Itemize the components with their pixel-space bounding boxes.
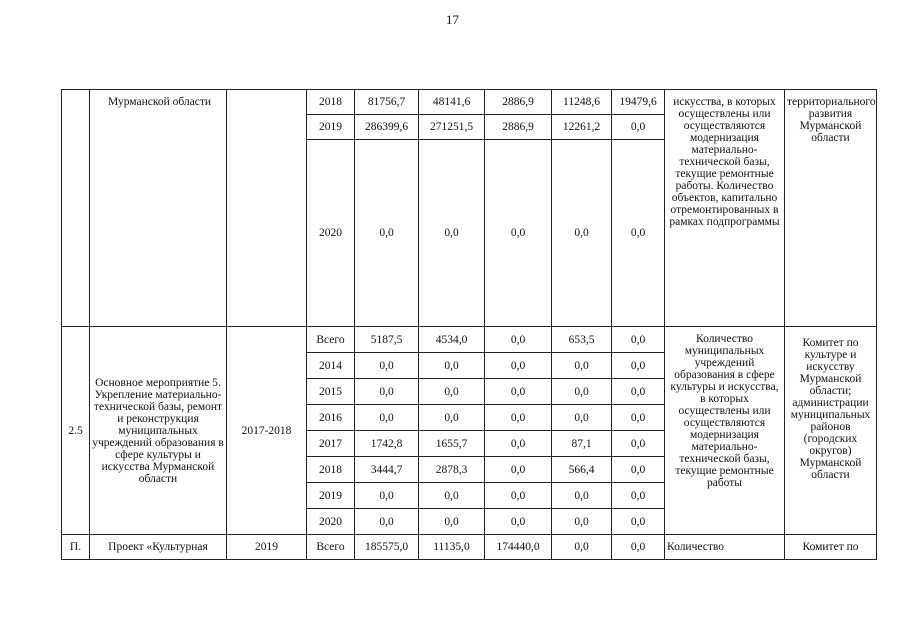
- value-cell: 0,0: [485, 353, 552, 379]
- value-cell: 3444,7: [355, 457, 419, 483]
- year-cell: 2020: [307, 509, 355, 535]
- value-cell: 2886,9: [485, 90, 552, 115]
- activity-name: Основное мероприятие 5. Укрепление материально-технической базы, ремонт и реконструкция муниципальных учреждений образования в сфере культуры и искусства Мурманской области: [90, 327, 227, 535]
- value-cell: 12261,2: [552, 115, 612, 140]
- value-cell: 11135,0: [419, 535, 485, 560]
- activity-name: Мурманской области: [90, 90, 227, 327]
- value-cell: 4534,0: [419, 327, 485, 353]
- value-cell: 2878,3: [419, 457, 485, 483]
- value-cell: 0,0: [419, 379, 485, 405]
- value-cell: 0,0: [612, 535, 665, 560]
- value-cell: 185575,0: [355, 535, 419, 560]
- value-cell: 0,0: [552, 353, 612, 379]
- value-cell: 0,0: [612, 140, 665, 327]
- value-cell: 11248,6: [552, 90, 612, 115]
- value-cell: 0,0: [612, 405, 665, 431]
- value-cell: 0,0: [552, 140, 612, 327]
- value-cell: 0,0: [485, 405, 552, 431]
- value-cell: 0,0: [419, 509, 485, 535]
- table-row: [62, 535, 877, 560]
- period-cell: 2019: [227, 535, 307, 560]
- value-cell: 0,0: [355, 140, 419, 327]
- row-number-cell: [62, 90, 90, 327]
- year-cell: 2014: [307, 353, 355, 379]
- value-cell: 0,0: [355, 509, 419, 535]
- value-cell: 0,0: [419, 353, 485, 379]
- value-cell: 0,0: [552, 483, 612, 509]
- value-cell: 87,1: [552, 431, 612, 457]
- value-cell: 0,0: [612, 509, 665, 535]
- value-cell: 1655,7: [419, 431, 485, 457]
- year-cell: 2019: [307, 115, 355, 140]
- value-cell: 0,0: [485, 483, 552, 509]
- year-cell: Всего: [307, 535, 355, 560]
- value-cell: 0,0: [419, 140, 485, 327]
- value-cell: 0,0: [485, 431, 552, 457]
- year-cell: 2018: [307, 457, 355, 483]
- value-cell: 0,0: [355, 379, 419, 405]
- year-cell: 2019: [307, 483, 355, 509]
- indicator-cell: Количество муниципальных учреждений образования в сфере культуры и искусства, в которых осуществлены или осуществляются модернизация материально-технической базы, текущие ремонтные работы: [665, 327, 785, 535]
- year-cell: 2016: [307, 405, 355, 431]
- value-cell: 566,4: [552, 457, 612, 483]
- executor-cell: территориального развития Мурманской области: [785, 90, 877, 327]
- year-cell: 2020: [307, 140, 355, 327]
- value-cell: 0,0: [552, 509, 612, 535]
- year-cell: 2018: [307, 90, 355, 115]
- value-cell: 0,0: [612, 327, 665, 353]
- value-cell: 5187,5: [355, 327, 419, 353]
- value-cell: 0,0: [355, 483, 419, 509]
- period-cell: [227, 90, 307, 327]
- value-cell: 0,0: [612, 353, 665, 379]
- value-cell: 0,0: [485, 379, 552, 405]
- value-cell: 0,0: [419, 483, 485, 509]
- program-table: [61, 89, 877, 560]
- value-cell: 2886,9: [485, 115, 552, 140]
- value-cell: 48141,6: [419, 90, 485, 115]
- executor-cell: Комитет по: [785, 535, 877, 560]
- value-cell: 0,0: [485, 457, 552, 483]
- value-cell: 0,0: [355, 405, 419, 431]
- value-cell: 271251,5: [419, 115, 485, 140]
- year-cell: 2017: [307, 431, 355, 457]
- value-cell: 0,0: [552, 405, 612, 431]
- value-cell: 81756,7: [355, 90, 419, 115]
- value-cell: 0,0: [419, 405, 485, 431]
- activity-name: Проект «Культурная: [90, 535, 227, 560]
- value-cell: 286399,6: [355, 115, 419, 140]
- value-cell: 0,0: [552, 379, 612, 405]
- value-cell: 0,0: [485, 140, 552, 327]
- value-cell: 19479,6: [612, 90, 665, 115]
- page-number: 17: [446, 12, 459, 27]
- year-cell: 2015: [307, 379, 355, 405]
- row-number-cell: 2.5: [62, 327, 90, 535]
- table-row: [62, 327, 877, 353]
- value-cell: 1742,8: [355, 431, 419, 457]
- table-row: [62, 90, 877, 115]
- year-cell: Всего: [307, 327, 355, 353]
- value-cell: 0,0: [612, 431, 665, 457]
- value-cell: 0,0: [355, 353, 419, 379]
- value-cell: 0,0: [612, 483, 665, 509]
- executor-cell: Комитет по культуре и искусству Мурманской области; администрации муниципальных районов (городских округов) Мурманской области: [785, 327, 877, 535]
- value-cell: 653,5: [552, 327, 612, 353]
- period-cell: 2017-2018: [227, 327, 307, 535]
- indicator-cell: искусства, в которых осуществлены или осуществляются модернизация материально-технической базы, текущие ремонтные работы. Количество объектов, капитально отремонтированных в рамках подпрограммы: [665, 90, 785, 327]
- value-cell: 174440,0: [485, 535, 552, 560]
- row-number-cell: П.: [62, 535, 90, 560]
- value-cell: 0,0: [612, 115, 665, 140]
- value-cell: 0,0: [612, 457, 665, 483]
- value-cell: 0,0: [485, 509, 552, 535]
- value-cell: 0,0: [485, 327, 552, 353]
- indicator-cell: Количество: [665, 535, 785, 560]
- value-cell: 0,0: [552, 535, 612, 560]
- value-cell: 0,0: [612, 379, 665, 405]
